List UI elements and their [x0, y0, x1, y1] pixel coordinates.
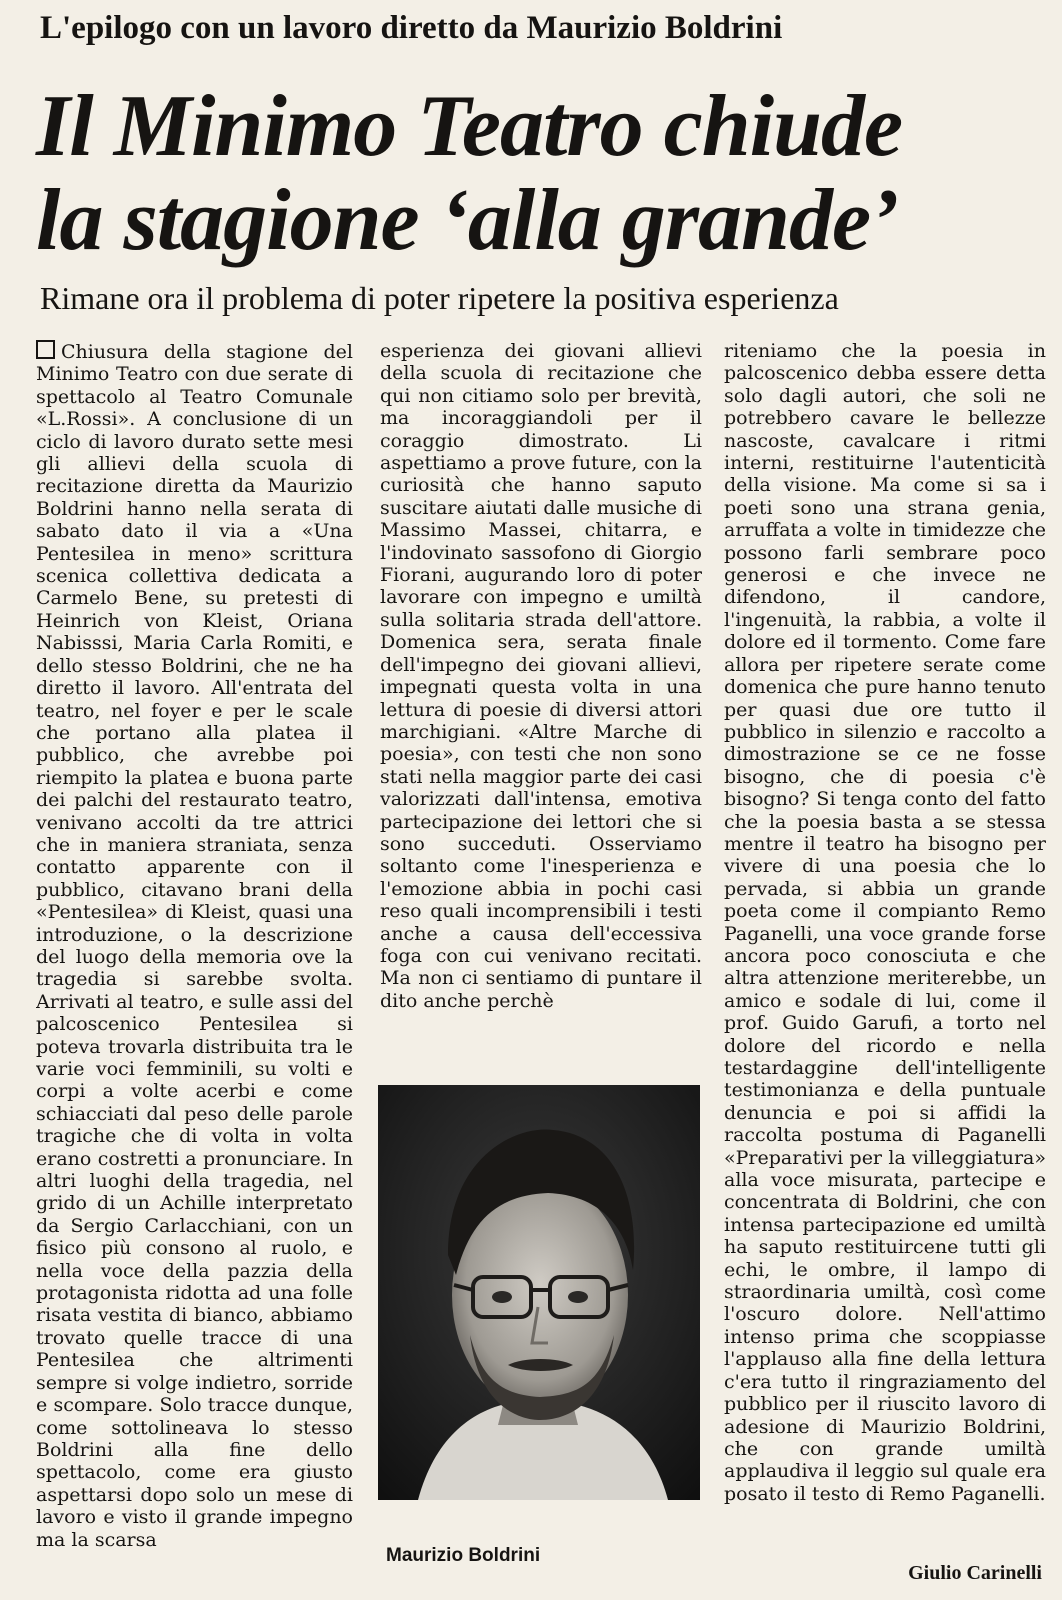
- portrait-photo: [378, 1085, 700, 1500]
- headline-line-2: la stagione ‘alla grande’: [36, 172, 899, 269]
- photo-caption: Maurizio Boldrini: [386, 1545, 541, 1566]
- article-column-1: [36, 340, 353, 1565]
- kicker: L'epilogo con un lavoro diretto da Maurizio Boldrini: [40, 10, 783, 46]
- headline: [36, 80, 1046, 268]
- column-1-text: Chiusura della stagione del Minimo Teatro con due serate di spettacolo al Teatro Comunale «L.Rossi». A conclusione di un ciclo di lavoro durato sette mesi gli allievi della scuola di recitazione diretta da Maurizio Boldrini hanno nella serata di sabato dato il via a «Una Pentesilea in meno» scrittura scenica collettiva dedicata a Carmelo Bene, su pretesti di Heinrich von Kleist, Oriana Nabisssi, Maria Carla Romiti, e dello stesso Boldrini, che ne ha diretto il lavoro. All'entrata del teatro, nel foyer e per le scale che portano alla platea il pubblico, che avrebbe poi riempito la platea e buona parte dei palchi del restaurato teatro, venivano accolti da tre attrici che in maniera straniata, senza contatto apparente con il pubblico, citavano brani della «Pentesilea» di Kleist, quasi una introduzione, o la descrizione del luogo della memoria ove la tragedia si sarebbe svolta. Arrivati al teatro, e sulle assi del palcoscenico Pentesilea si poteva trovarla distribuita tra le varie voci femminili, su volti e corpi a volte acerbi e come schiacciati dal peso delle parole tragiche che di volta in volta erano costretti a pronunciare. In altri luoghi della tragedia, nel grido di un Achille interpretato da Sergio Carlacchiani, con un fisico più consono al ruolo, e nella voce della pazzia della protagonista ridotta ad una folle risata vestita di bianco, abbiamo trovato quelle tracce di una Pentesilea che altrimenti sempre si volge indietro, sorride e scompare. Solo tracce dunque, come sottolineava lo stesso Boldrini alla fine dello spettacolo, come era giusto aspettarsi dopo solo un mese di lavoro e visto il grande impegno ma la scarsa: [36, 341, 353, 1551]
- headline-line-1: Il Minimo Teatro chiude: [36, 78, 903, 175]
- article-column-3: [724, 340, 1046, 1565]
- subheadline: Rimane ora il problema di poter ripetere la positiva esperienza: [40, 280, 839, 316]
- column-2-text: esperienza dei giovani allievi della scuola di recitazione che qui non citiamo solo per brevità, ma incoraggiandoli per il coraggio dimostrato. Li aspettiamo a prove future, con la curiosità che hanno saputo suscitare aiutati dalle musiche di Massimo Massei, chitarra, e l'indovinato sassofono di Giorgio Fiorani, augurando loro di poter lavorare con impegno e umiltà sulla solitaria strada dell'attore. Domenica sera, serata finale dell'impegno dei giovani allievi, impegnati questa volta in una lettura di poesie di diversi attori marchigiani. «Altre Marche di poesia», con testi che non sono stati nella maggior parte dei casi valorizzati dall'intensa, emotiva partecipazione dei lettori che si sono succeduti. Osserviamo soltanto come l'inesperienza e l'emozione abbia in pochi casi reso quali incomprensibili i testi anche a causa dell'eccessiva foga con cui venivano recitati. Ma non ci sentiamo di puntare il dito anche perchè: [380, 340, 702, 1012]
- article-column-2: [380, 340, 702, 1030]
- author-byline: Giulio Carinelli: [908, 1562, 1042, 1584]
- portrait-illustration: [378, 1085, 700, 1500]
- article-start-box-icon: [36, 340, 55, 359]
- column-3-text: riteniamo che la poesia in palcoscenico debba essere detta solo dagli autori, che soli ne potrebbero cavare le bellezze nascoste, cavalcare i ritmi interni, restituirne l'autenticità della visione. Ma come si sa i poeti sono una strana genia, arruffata a volte in timidezze che possono farli sembrare poco generosi e che invece ne difendono, il candore, l'ingenuità, la rabbia, a volte il dolore ed il tormento. Come fare allora per ripetere serate come domenica che pure hanno tenuto per quasi due ore tutto il pubblico in silenzio e raccolto a dimostrazione se ce ne fosse bisogno, che di poesia c'è bisogno? Si tenga conto del fatto che la poesia basta a se stessa mentre il teatro ha bisogno per vivere di una poesia che lo pervada, si abbia un grande poeta come il compianto Remo Paganelli, una voce grande forse ancora poco conosciuta e che altra attenzione meriterebbe, un amico e sodale di lui, come il prof. Guido Garufi, a torto nel dolore del ricordo e nella testardaggine dell'intelligente testimonianza e della puntuale denuncia e poi si affidi la raccolta postuma di Paganelli «Preparativi per la villeggiatura» alla voce misurata, partecipe e concentrata di Boldrini, che con intensa partecipazione ed umiltà ha saputo restituircene tutti gli echi, le ombre, il lampo di straordinaria umiltà, così come l'oscuro dolore. Nell'attimo intenso prima che scoppiasse l'applauso alla fine della lettura c'era tutto il ringraziamento del pubblico per il riuscito lavoro di adesione di Maurizio Boldrini, che con grande umiltà applaudiva il leggio sul quale era posato il testo di Remo Paganelli.: [724, 340, 1046, 1505]
